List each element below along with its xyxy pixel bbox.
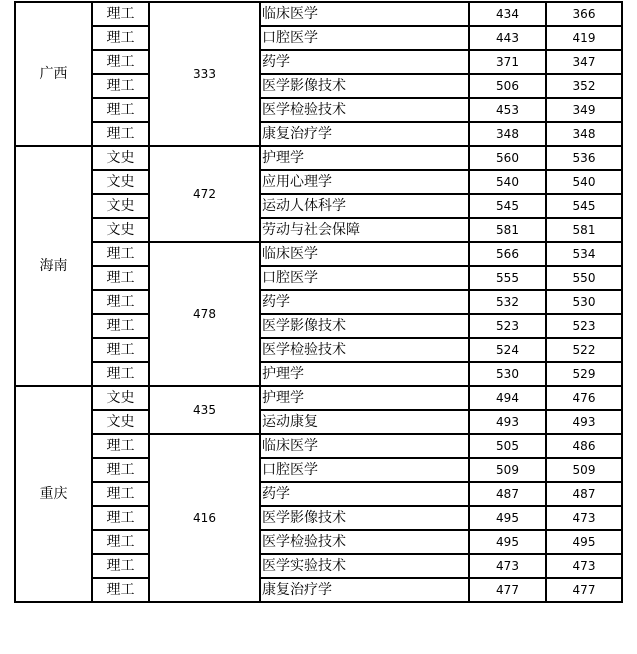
subject-type-cell: 理工 bbox=[92, 578, 149, 602]
min-score-cell: 509 bbox=[546, 458, 622, 482]
table-row bbox=[15, 506, 622, 530]
control-score-cell: 416 bbox=[149, 434, 260, 602]
subject-type-cell: 理工 bbox=[92, 530, 149, 554]
province-cell: 广西 bbox=[15, 2, 92, 146]
table-row bbox=[15, 482, 622, 506]
table-row bbox=[15, 530, 622, 554]
major-cell: 运动人体科学 bbox=[260, 194, 469, 218]
major-cell: 医学影像技术 bbox=[260, 506, 469, 530]
subject-type-cell: 理工 bbox=[92, 362, 149, 386]
max-score-cell: 505 bbox=[469, 434, 546, 458]
subject-type-cell: 文史 bbox=[92, 218, 149, 242]
max-score-cell: 560 bbox=[469, 146, 546, 170]
subject-type-cell: 文史 bbox=[92, 170, 149, 194]
max-score-cell: 566 bbox=[469, 242, 546, 266]
subject-type-cell: 理工 bbox=[92, 2, 149, 26]
max-score-cell: 532 bbox=[469, 290, 546, 314]
table-row bbox=[15, 122, 622, 146]
max-score-cell: 506 bbox=[469, 74, 546, 98]
min-score-cell: 536 bbox=[546, 146, 622, 170]
table-row bbox=[15, 386, 622, 410]
min-score-cell: 523 bbox=[546, 314, 622, 338]
min-score-cell: 347 bbox=[546, 50, 622, 74]
subject-type-cell: 文史 bbox=[92, 410, 149, 434]
min-score-cell: 476 bbox=[546, 386, 622, 410]
subject-type-cell: 理工 bbox=[92, 290, 149, 314]
province-cell: 重庆 bbox=[15, 386, 92, 602]
min-score-cell: 550 bbox=[546, 266, 622, 290]
table-row bbox=[15, 26, 622, 50]
table-row bbox=[15, 218, 622, 242]
max-score-cell: 487 bbox=[469, 482, 546, 506]
table-row bbox=[15, 146, 622, 170]
min-score-cell: 348 bbox=[546, 122, 622, 146]
max-score-cell: 555 bbox=[469, 266, 546, 290]
max-score-cell: 495 bbox=[469, 506, 546, 530]
min-score-cell: 419 bbox=[546, 26, 622, 50]
subject-type-cell: 理工 bbox=[92, 554, 149, 578]
subject-type-cell: 理工 bbox=[92, 434, 149, 458]
major-cell: 口腔医学 bbox=[260, 458, 469, 482]
max-score-cell: 473 bbox=[469, 554, 546, 578]
control-score-cell: 333 bbox=[149, 2, 260, 146]
max-score-cell: 434 bbox=[469, 2, 546, 26]
subject-type-cell: 理工 bbox=[92, 458, 149, 482]
max-score-cell: 530 bbox=[469, 362, 546, 386]
admission-score-table bbox=[14, 1, 623, 603]
max-score-cell: 453 bbox=[469, 98, 546, 122]
control-score-cell: 435 bbox=[149, 386, 260, 434]
subject-type-cell: 理工 bbox=[92, 482, 149, 506]
table-row bbox=[15, 266, 622, 290]
max-score-cell: 524 bbox=[469, 338, 546, 362]
province-cell: 海南 bbox=[15, 146, 92, 386]
min-score-cell: 352 bbox=[546, 74, 622, 98]
subject-type-cell: 理工 bbox=[92, 26, 149, 50]
table-row bbox=[15, 578, 622, 602]
table-row bbox=[15, 362, 622, 386]
min-score-cell: 366 bbox=[546, 2, 622, 26]
table-row bbox=[15, 434, 622, 458]
table-row bbox=[15, 410, 622, 434]
min-score-cell: 540 bbox=[546, 170, 622, 194]
major-cell: 医学实验技术 bbox=[260, 554, 469, 578]
min-score-cell: 487 bbox=[546, 482, 622, 506]
control-score-cell: 472 bbox=[149, 146, 260, 242]
min-score-cell: 534 bbox=[546, 242, 622, 266]
min-score-cell: 530 bbox=[546, 290, 622, 314]
table-row bbox=[15, 554, 622, 578]
major-cell: 护理学 bbox=[260, 146, 469, 170]
max-score-cell: 494 bbox=[469, 386, 546, 410]
min-score-cell: 545 bbox=[546, 194, 622, 218]
major-cell: 药学 bbox=[260, 290, 469, 314]
subject-type-cell: 文史 bbox=[92, 386, 149, 410]
min-score-cell: 477 bbox=[546, 578, 622, 602]
max-score-cell: 371 bbox=[469, 50, 546, 74]
table-row bbox=[15, 194, 622, 218]
major-cell: 医学检验技术 bbox=[260, 530, 469, 554]
major-cell: 康复治疗学 bbox=[260, 578, 469, 602]
subject-type-cell: 理工 bbox=[92, 338, 149, 362]
min-score-cell: 493 bbox=[546, 410, 622, 434]
table-row bbox=[15, 2, 622, 26]
table-row bbox=[15, 290, 622, 314]
max-score-cell: 540 bbox=[469, 170, 546, 194]
min-score-cell: 529 bbox=[546, 362, 622, 386]
table-body bbox=[15, 2, 622, 602]
subject-type-cell: 理工 bbox=[92, 74, 149, 98]
major-cell: 临床医学 bbox=[260, 242, 469, 266]
subject-type-cell: 文史 bbox=[92, 146, 149, 170]
subject-type-cell: 理工 bbox=[92, 314, 149, 338]
major-cell: 口腔医学 bbox=[260, 266, 469, 290]
min-score-cell: 473 bbox=[546, 554, 622, 578]
max-score-cell: 545 bbox=[469, 194, 546, 218]
min-score-cell: 581 bbox=[546, 218, 622, 242]
max-score-cell: 493 bbox=[469, 410, 546, 434]
min-score-cell: 473 bbox=[546, 506, 622, 530]
major-cell: 运动康复 bbox=[260, 410, 469, 434]
subject-type-cell: 理工 bbox=[92, 122, 149, 146]
major-cell: 护理学 bbox=[260, 386, 469, 410]
major-cell: 应用心理学 bbox=[260, 170, 469, 194]
major-cell: 劳动与社会保障 bbox=[260, 218, 469, 242]
max-score-cell: 509 bbox=[469, 458, 546, 482]
major-cell: 医学影像技术 bbox=[260, 314, 469, 338]
min-score-cell: 522 bbox=[546, 338, 622, 362]
min-score-cell: 486 bbox=[546, 434, 622, 458]
max-score-cell: 523 bbox=[469, 314, 546, 338]
table-row bbox=[15, 170, 622, 194]
major-cell: 医学检验技术 bbox=[260, 98, 469, 122]
table-row bbox=[15, 242, 622, 266]
major-cell: 临床医学 bbox=[260, 2, 469, 26]
max-score-cell: 443 bbox=[469, 26, 546, 50]
table-row bbox=[15, 98, 622, 122]
subject-type-cell: 理工 bbox=[92, 242, 149, 266]
subject-type-cell: 理工 bbox=[92, 266, 149, 290]
subject-type-cell: 理工 bbox=[92, 50, 149, 74]
subject-type-cell: 理工 bbox=[92, 98, 149, 122]
table-row bbox=[15, 338, 622, 362]
min-score-cell: 495 bbox=[546, 530, 622, 554]
subject-type-cell: 理工 bbox=[92, 506, 149, 530]
table-row bbox=[15, 50, 622, 74]
max-score-cell: 477 bbox=[469, 578, 546, 602]
major-cell: 护理学 bbox=[260, 362, 469, 386]
major-cell: 康复治疗学 bbox=[260, 122, 469, 146]
subject-type-cell: 文史 bbox=[92, 194, 149, 218]
major-cell: 口腔医学 bbox=[260, 26, 469, 50]
table-row bbox=[15, 314, 622, 338]
control-score-cell: 478 bbox=[149, 242, 260, 386]
max-score-cell: 495 bbox=[469, 530, 546, 554]
table-row bbox=[15, 74, 622, 98]
major-cell: 临床医学 bbox=[260, 434, 469, 458]
major-cell: 药学 bbox=[260, 50, 469, 74]
major-cell: 医学检验技术 bbox=[260, 338, 469, 362]
major-cell: 医学影像技术 bbox=[260, 74, 469, 98]
max-score-cell: 348 bbox=[469, 122, 546, 146]
min-score-cell: 349 bbox=[546, 98, 622, 122]
major-cell: 药学 bbox=[260, 482, 469, 506]
table-row bbox=[15, 458, 622, 482]
max-score-cell: 581 bbox=[469, 218, 546, 242]
